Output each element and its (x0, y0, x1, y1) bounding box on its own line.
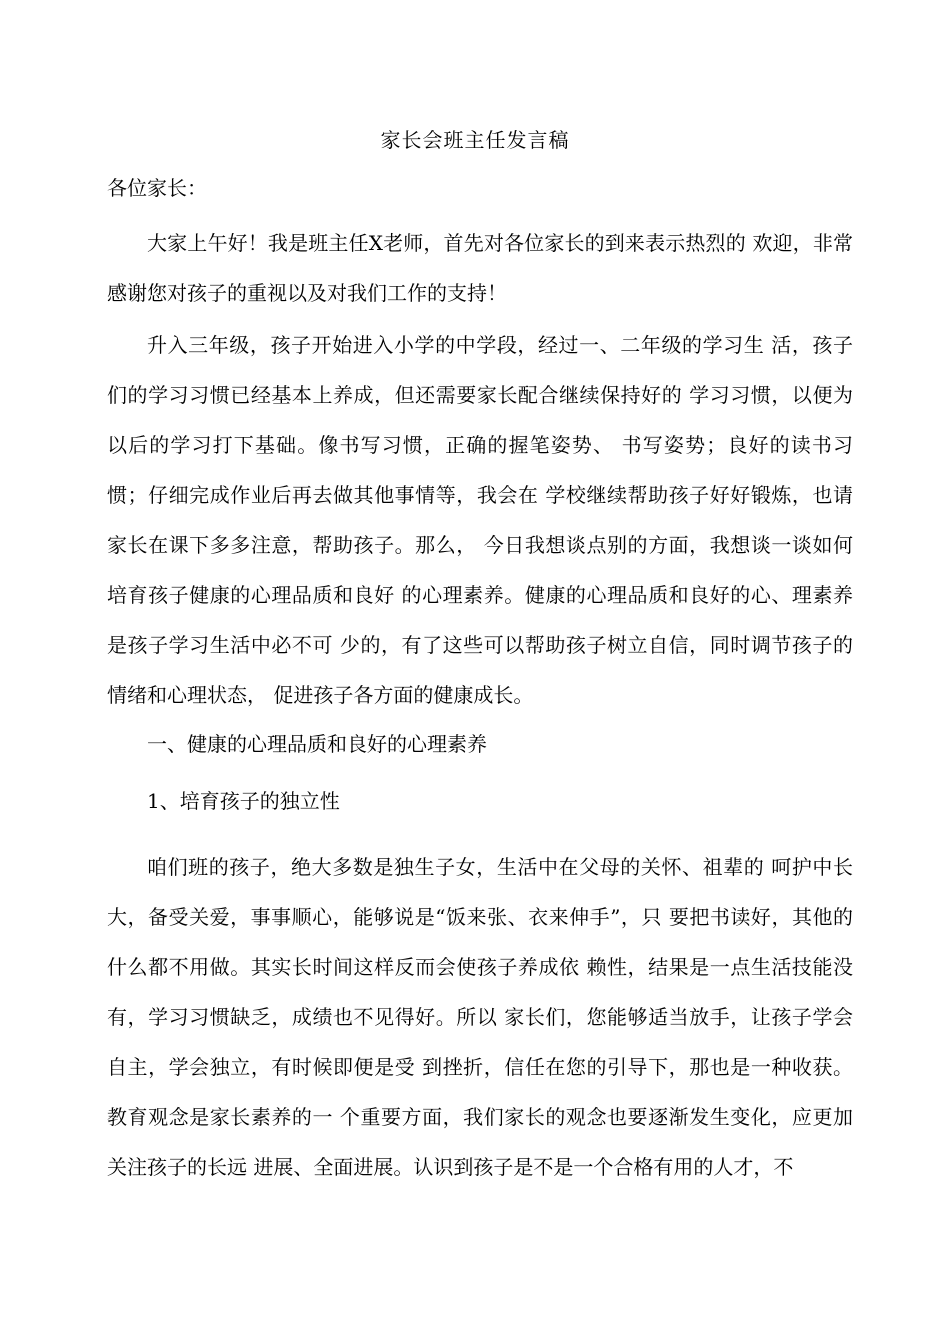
paragraph-intro: 升入三年级，孩子开始进入小学的中学段，经过一、二年级的学习生 活，孩子们的学习习惯已经基本上养成，但还需要家长配合继续保持好的 学习习惯，以便为以后的学习打下基础。像书写习惯，正确的握笔姿势、 书写姿势；良好的读书习惯；仔细完成作业后再去做其他事情等，我会在 学校继续帮助孩子好好锻炼，也请家长在课下多多注意，帮助孩子。那么， 今日我想谈点别的方面，我想谈一谈如何培育孩子健康的心理品质和良好 的心理素养。健康的心理品质和良好的心、理素养是孩子学习生活中必不可 少的，有了这些可以帮助孩子树立自信，同时调节孩子的情绪和心理状态， 促进孩子各方面的健康成长。 (107, 333, 853, 707)
document-title: 家长会班主任发言稿 (380, 128, 570, 152)
salutation: 各位家长： (107, 176, 207, 200)
paragraph-greeting: 大家上午好！我是班主任X老师，首先对各位家长的到来表示热烈的 欢迎，非常感谢您对孩子的重视以及对我们工作的支持！ (107, 231, 853, 305)
section-heading: 一、健康的心理品质和良好的心理素养 (147, 732, 487, 756)
subsection-heading: 1、培育孩子的独立性 (147, 789, 340, 813)
paragraph-independence: 咱们班的孩子，绝大多数是独生子女，生活中在父母的关怀、祖辈的 呵护中长大，备受关爱，事事顺心，能够说是“饭来张、衣来伸手”，只 要把书读好，其他的什么都不用做。其实长时间这样反而会使孩子养成依 赖性，结果是一点生活技能没有，学习习惯缺乏，成绩也不见得好。所以 家长们，您能够适当放手，让孩子学会自主，学会独立，有时候即便是受 到挫折，信任在您的引导下，那也是一种收获。教育观念是家长素养的一 个重要方面，我们家长的观念也要逐渐发生变化，应更加关注孩子的长远 进展、全面进展。认识到孩子是不是一个合格有用的人才，不 (107, 855, 853, 1179)
